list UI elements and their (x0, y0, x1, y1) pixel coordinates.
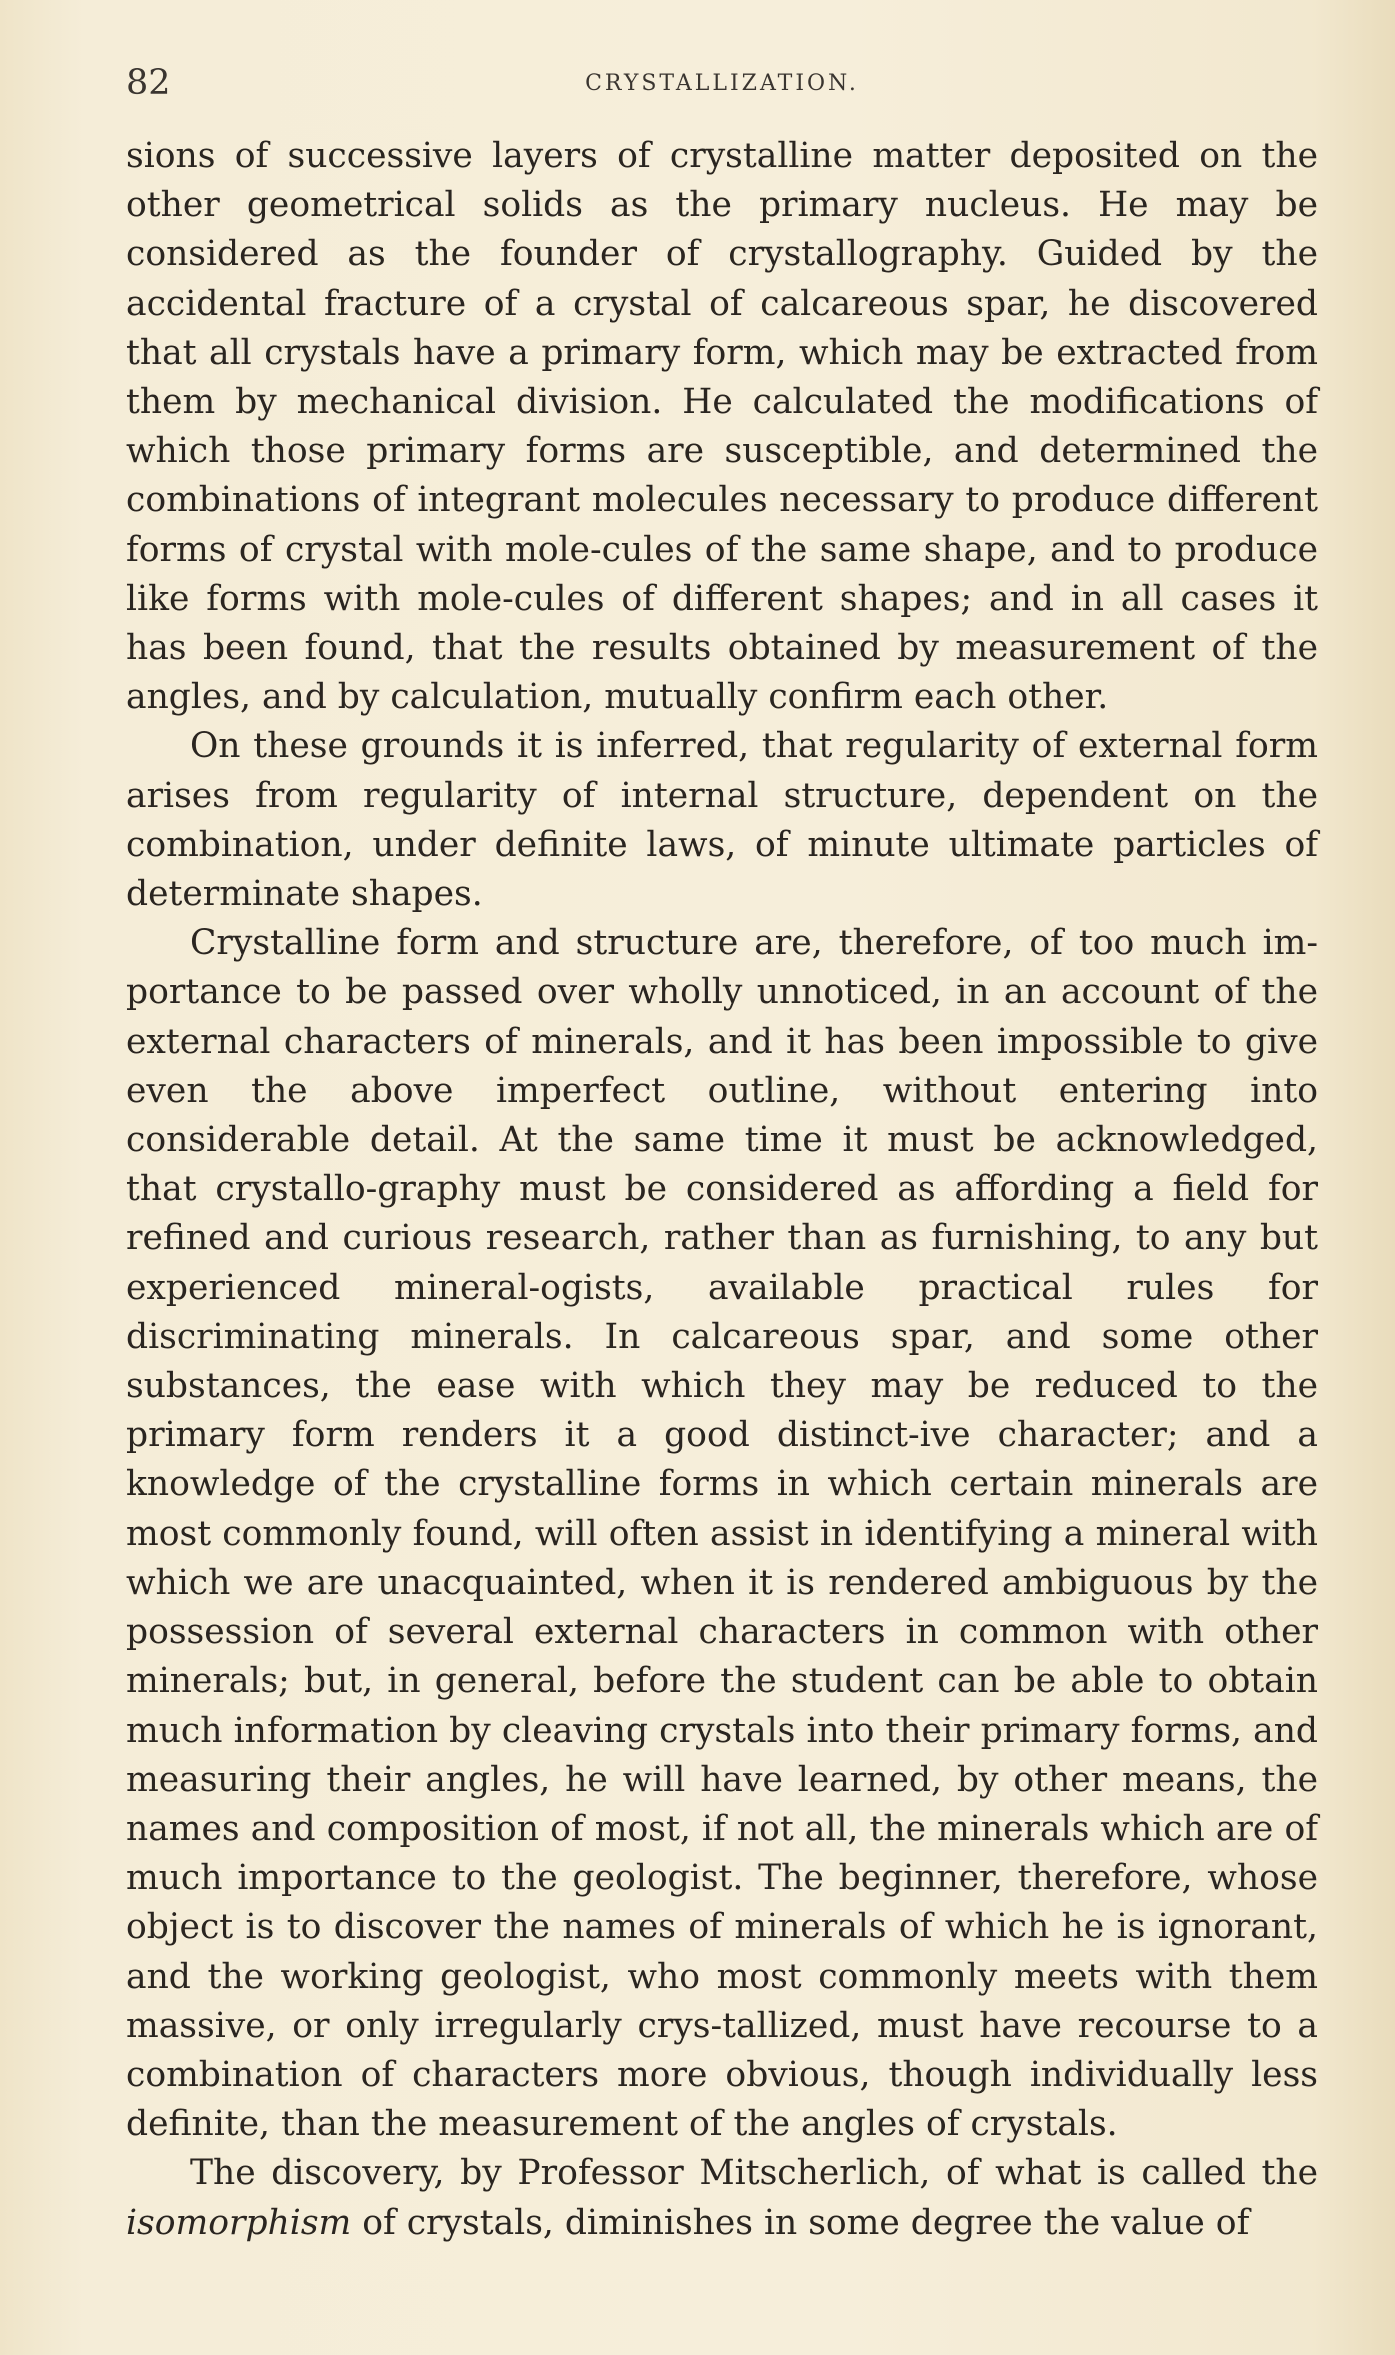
body-text (126, 132, 1318, 2248)
paragraph-1: sions of successive layers of crystalline matter deposited on the other geometrical solids as the primary nucleus. He may be considered as the founder of crystallography. Guided by the accidental fracture of a crystal of calcareous spar, he discovered that all crystals have a primary form, which may be extracted from them by mechanical division. He calculated the modifications of which those primary forms are susceptible, and determined the combinations of integrant molecules necessary to produce different forms of crystal with mole-cules of the same shape, and to produce like forms with mole-cules of different shapes; and in all cases it has been found, that the results obtained by measurement of the angles, and by calculation, mutually confirm each other. (126, 136, 1318, 718)
italic-term: isomorphism (126, 2202, 352, 2243)
paragraph-4 (126, 2149, 1318, 2247)
paragraph-3: Crystalline form and structure are, therefore, of too much im-portance to be passed over wholly unnoticed, in an account of the external characters of minerals, and it has been impossible to give even the above imperfect outline, without entering into considerable detail. At the same time it must be acknowledged, that crystallo-graphy must be considered as affording a field for refined and curious research, rather than as furnishing, to any but experienced mineral-ogists, available practical rules for discriminating minerals. In calcareous spar, and some other substances, the ease with which they may be reduced to the primary form renders it a good distinct-ive character; and a knowledge of the crystalline forms in which certain minerals are most commonly found, will often assist in identifying a mineral with which we are unacquainted, when it is rendered ambiguous by the possession of several external characters in common with other minerals; but, in general, before the student can be able to obtain much information by cleaving crystals into their primary forms, and measuring their angles, he will have learned, by other means, the names and composition of most, if not all, the minerals which are of much importance to the geologist. The beginner, therefore, whose object is to discover the names of minerals of which he is ignorant, and the working geologist, who most commonly meets with them massive, or only irregularly crys-tallized, must have recourse to a combination of characters more obvious, though individually less definite, than the measurement of the angles of crystals. (126, 923, 1318, 2145)
page-header (126, 58, 1318, 108)
page-number: 82 (126, 63, 171, 103)
paragraph-2: On these grounds it is inferred, that regularity of external form arises from regularity of internal structure, dependent on the combination, under definite laws, of minute ultimate particles of determinate shapes. (126, 726, 1318, 915)
running-head: CRYSTALLIZATION. (585, 71, 859, 96)
paragraph-4-text-start: The discovery, by Professor Mitscherlich, of what is called the (190, 2153, 1318, 2194)
paragraph-4-text-end: of crystals, diminishes in some degree the value of (351, 2202, 1250, 2243)
